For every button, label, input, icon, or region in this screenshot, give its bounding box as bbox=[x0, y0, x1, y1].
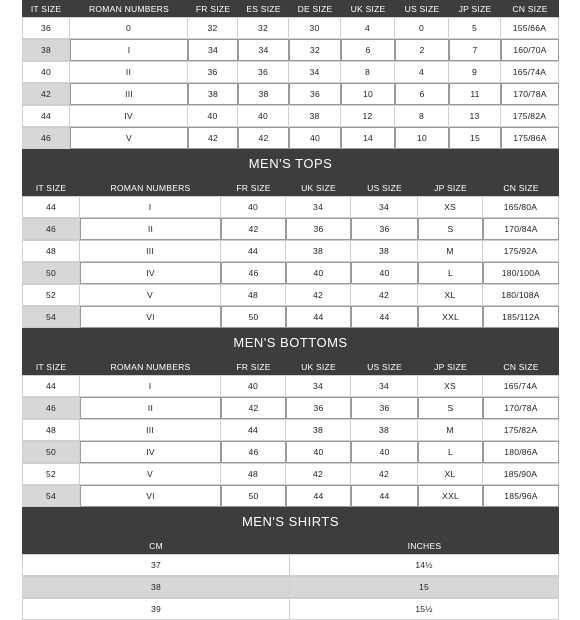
table-cell: 6 bbox=[395, 83, 449, 105]
table-row bbox=[22, 127, 559, 149]
table-cell: 40 bbox=[188, 105, 238, 127]
table-row bbox=[22, 218, 559, 240]
table-cell: IV bbox=[80, 262, 221, 284]
table-cell: 7 bbox=[449, 39, 501, 61]
table-row bbox=[22, 576, 559, 598]
table-cell: 34 bbox=[286, 196, 351, 218]
table-cell: XL bbox=[418, 463, 483, 485]
col-header: JP SIZE bbox=[449, 0, 501, 17]
table-cell: 38 bbox=[188, 83, 238, 105]
table-cell: V bbox=[80, 463, 221, 485]
table-cell: 40 bbox=[221, 196, 286, 218]
table-cell: 46 bbox=[221, 441, 286, 463]
col-header: FR SIZE bbox=[188, 0, 238, 17]
table-cell: 185/112A bbox=[483, 306, 559, 328]
table-cell: 12 bbox=[341, 105, 395, 127]
table-cell: 4 bbox=[395, 61, 449, 83]
col-header: IT SIZE bbox=[22, 358, 80, 375]
table-cell: 52 bbox=[22, 284, 80, 306]
table-cell: 38 bbox=[22, 39, 70, 61]
size-conversion-table bbox=[22, 0, 559, 149]
table-cell: 170/78A bbox=[501, 83, 559, 105]
table-cell: 42 bbox=[351, 463, 418, 485]
table-cell: 36 bbox=[238, 61, 289, 83]
table-cell: 15½ bbox=[290, 598, 559, 620]
table-cell: 36 bbox=[351, 397, 418, 419]
table-cell: 39 bbox=[22, 598, 290, 620]
table-row bbox=[22, 306, 559, 328]
col-header: IT SIZE bbox=[22, 179, 80, 196]
table-cell: II bbox=[70, 61, 188, 83]
table-cell: 37 bbox=[22, 554, 290, 576]
table-cell: 36 bbox=[286, 397, 351, 419]
table-cell: XXL bbox=[418, 485, 483, 507]
table-row bbox=[22, 196, 559, 218]
table-cell: 50 bbox=[221, 485, 286, 507]
col-header: UK SIZE bbox=[286, 358, 351, 375]
table-row bbox=[22, 554, 559, 576]
table-cell: 44 bbox=[22, 375, 80, 397]
table-cell: 32 bbox=[188, 17, 238, 39]
table-cell: 40 bbox=[286, 441, 351, 463]
table-cell: 52 bbox=[22, 463, 80, 485]
table-cell: 44 bbox=[22, 105, 70, 127]
table-cell: 44 bbox=[286, 306, 351, 328]
table-cell: 165/74A bbox=[483, 375, 559, 397]
table-cell: IV bbox=[80, 441, 221, 463]
table-cell: 40 bbox=[351, 441, 418, 463]
table-row bbox=[22, 240, 559, 262]
table-cell: 46 bbox=[221, 262, 286, 284]
section-title-shirts: MEN'S SHIRTS bbox=[22, 507, 559, 537]
table-cell: L bbox=[418, 441, 483, 463]
col-header: US SIZE bbox=[351, 179, 418, 196]
table-cell: 40 bbox=[289, 127, 341, 149]
table-row bbox=[22, 598, 559, 620]
table-cell: 44 bbox=[221, 419, 286, 441]
shirts-header-row bbox=[22, 537, 559, 554]
col-header: ROMAN NUMBERS bbox=[80, 179, 221, 196]
table-cell: 34 bbox=[188, 39, 238, 61]
col-header: ES SIZE bbox=[238, 0, 289, 17]
table-row bbox=[22, 17, 559, 39]
table-row bbox=[22, 39, 559, 61]
table-cell: 42 bbox=[188, 127, 238, 149]
table-cell: 40 bbox=[221, 375, 286, 397]
table-cell: 34 bbox=[286, 375, 351, 397]
table-cell: III bbox=[80, 240, 221, 262]
table-cell: 8 bbox=[341, 61, 395, 83]
col-header: CN SIZE bbox=[501, 0, 559, 17]
col-header: DE SIZE bbox=[289, 0, 341, 17]
table-cell: 175/82A bbox=[501, 105, 559, 127]
table-cell: 32 bbox=[238, 17, 289, 39]
table-cell: 8 bbox=[395, 105, 449, 127]
table-cell: 40 bbox=[238, 105, 289, 127]
table-cell: 36 bbox=[22, 17, 70, 39]
table-cell: IV bbox=[70, 105, 188, 127]
bottoms-header-row bbox=[22, 358, 559, 375]
col-header: FR SIZE bbox=[221, 358, 286, 375]
table-cell: 40 bbox=[286, 262, 351, 284]
table-cell: 42 bbox=[286, 463, 351, 485]
table-cell: 38 bbox=[351, 240, 418, 262]
table-cell: 40 bbox=[22, 61, 70, 83]
col-header: US SIZE bbox=[395, 0, 449, 17]
table-row bbox=[22, 83, 559, 105]
table-cell: 175/82A bbox=[483, 419, 559, 441]
col-header: IT SIZE bbox=[22, 0, 70, 17]
table-row bbox=[22, 105, 559, 127]
table-cell: 5 bbox=[449, 17, 501, 39]
col-header: US SIZE bbox=[351, 358, 418, 375]
table-cell: S bbox=[418, 397, 483, 419]
table-cell: 180/100A bbox=[483, 262, 559, 284]
table-cell: 54 bbox=[22, 306, 80, 328]
table-cell: 44 bbox=[286, 485, 351, 507]
table-cell: 46 bbox=[22, 127, 70, 149]
tops-table bbox=[22, 179, 559, 328]
col-header: UK SIZE bbox=[286, 179, 351, 196]
table-cell: 50 bbox=[22, 262, 80, 284]
table-cell: 32 bbox=[289, 39, 341, 61]
table-cell: 42 bbox=[221, 397, 286, 419]
table-cell: 36 bbox=[351, 218, 418, 240]
table-cell: 44 bbox=[221, 240, 286, 262]
table-cell: 38 bbox=[238, 83, 289, 105]
table-cell: 36 bbox=[289, 83, 341, 105]
table-cell: 180/108A bbox=[483, 284, 559, 306]
table-cell: 34 bbox=[351, 196, 418, 218]
col-header: CM bbox=[22, 537, 290, 554]
table-cell: 14½ bbox=[290, 554, 559, 576]
table-cell: 34 bbox=[289, 61, 341, 83]
size-chart-page bbox=[22, 0, 559, 620]
size-table-header-row bbox=[22, 0, 559, 17]
table-cell: 185/90A bbox=[483, 463, 559, 485]
table-cell: 30 bbox=[289, 17, 341, 39]
shirts-table bbox=[22, 537, 559, 620]
table-cell: 13 bbox=[449, 105, 501, 127]
table-cell: III bbox=[70, 83, 188, 105]
table-cell: 15 bbox=[449, 127, 501, 149]
table-cell: 10 bbox=[341, 83, 395, 105]
table-row bbox=[22, 397, 559, 419]
table-cell: 42 bbox=[238, 127, 289, 149]
table-cell: 0 bbox=[70, 17, 188, 39]
col-header: ROMAN NUMBERS bbox=[70, 0, 188, 17]
table-cell: 11 bbox=[449, 83, 501, 105]
table-cell: 42 bbox=[351, 284, 418, 306]
table-cell: L bbox=[418, 262, 483, 284]
table-cell: 0 bbox=[395, 17, 449, 39]
table-cell: VI bbox=[80, 485, 221, 507]
table-cell: 170/78A bbox=[483, 397, 559, 419]
table-cell: 38 bbox=[351, 419, 418, 441]
table-cell: I bbox=[80, 375, 221, 397]
table-cell: 48 bbox=[221, 463, 286, 485]
col-header: UK SIZE bbox=[341, 0, 395, 17]
table-cell: I bbox=[70, 39, 188, 61]
table-cell: 50 bbox=[221, 306, 286, 328]
table-cell: 175/92A bbox=[483, 240, 559, 262]
bottoms-table bbox=[22, 358, 559, 507]
table-cell: 14 bbox=[341, 127, 395, 149]
table-cell: 46 bbox=[22, 218, 80, 240]
col-header: FR SIZE bbox=[221, 179, 286, 196]
table-cell: 34 bbox=[351, 375, 418, 397]
table-cell: 44 bbox=[351, 306, 418, 328]
table-cell: 48 bbox=[22, 240, 80, 262]
col-header: ROMAN NUMBERS bbox=[80, 358, 221, 375]
table-cell: M bbox=[418, 419, 483, 441]
size-table-body bbox=[22, 17, 559, 149]
bottoms-table-body bbox=[22, 375, 559, 507]
table-cell: 46 bbox=[22, 397, 80, 419]
table-cell: 40 bbox=[351, 262, 418, 284]
table-cell: 38 bbox=[289, 105, 341, 127]
table-cell: 2 bbox=[395, 39, 449, 61]
col-header: INCHES bbox=[290, 537, 559, 554]
table-cell: 10 bbox=[395, 127, 449, 149]
table-row bbox=[22, 262, 559, 284]
table-cell: 42 bbox=[221, 218, 286, 240]
table-cell: 38 bbox=[22, 576, 290, 598]
table-cell: 44 bbox=[22, 196, 80, 218]
table-row bbox=[22, 375, 559, 397]
table-cell: XXL bbox=[418, 306, 483, 328]
table-cell: 175/86A bbox=[501, 127, 559, 149]
table-cell: 38 bbox=[286, 240, 351, 262]
table-cell: 42 bbox=[286, 284, 351, 306]
table-row bbox=[22, 61, 559, 83]
tops-header-row bbox=[22, 179, 559, 196]
col-header: JP SIZE bbox=[418, 179, 483, 196]
table-cell: 180/86A bbox=[483, 441, 559, 463]
table-cell: XS bbox=[418, 375, 483, 397]
table-cell: II bbox=[80, 397, 221, 419]
table-cell: 165/80A bbox=[483, 196, 559, 218]
table-cell: I bbox=[80, 196, 221, 218]
table-cell: S bbox=[418, 218, 483, 240]
table-cell: 44 bbox=[351, 485, 418, 507]
table-row bbox=[22, 485, 559, 507]
table-cell: 42 bbox=[22, 83, 70, 105]
table-cell: VI bbox=[80, 306, 221, 328]
col-header: JP SIZE bbox=[418, 358, 483, 375]
section-title-bottoms: MEN'S BOTTOMS bbox=[22, 328, 559, 358]
table-cell: 160/70A bbox=[501, 39, 559, 61]
table-row bbox=[22, 441, 559, 463]
table-cell: 15 bbox=[290, 576, 559, 598]
table-cell: 170/84A bbox=[483, 218, 559, 240]
table-cell: 36 bbox=[286, 218, 351, 240]
table-cell: XS bbox=[418, 196, 483, 218]
table-cell: V bbox=[80, 284, 221, 306]
table-row bbox=[22, 419, 559, 441]
table-cell: 9 bbox=[449, 61, 501, 83]
table-cell: III bbox=[80, 419, 221, 441]
table-row bbox=[22, 284, 559, 306]
table-row bbox=[22, 463, 559, 485]
col-header: CN SIZE bbox=[483, 358, 559, 375]
table-cell: M bbox=[418, 240, 483, 262]
section-title-tops: MEN'S TOPS bbox=[22, 149, 559, 179]
table-cell: 34 bbox=[238, 39, 289, 61]
table-cell: 155/66A bbox=[501, 17, 559, 39]
table-cell: 48 bbox=[22, 419, 80, 441]
table-cell: 54 bbox=[22, 485, 80, 507]
table-cell: V bbox=[70, 127, 188, 149]
table-cell: 50 bbox=[22, 441, 80, 463]
table-cell: 4 bbox=[341, 17, 395, 39]
table-cell: 36 bbox=[188, 61, 238, 83]
table-cell: 38 bbox=[286, 419, 351, 441]
col-header: CN SIZE bbox=[483, 179, 559, 196]
table-cell: 6 bbox=[341, 39, 395, 61]
table-cell: 185/96A bbox=[483, 485, 559, 507]
table-cell: II bbox=[80, 218, 221, 240]
table-cell: 165/74A bbox=[501, 61, 559, 83]
shirts-table-body bbox=[22, 554, 559, 620]
table-cell: 48 bbox=[221, 284, 286, 306]
tops-table-body bbox=[22, 196, 559, 328]
table-cell: XL bbox=[418, 284, 483, 306]
